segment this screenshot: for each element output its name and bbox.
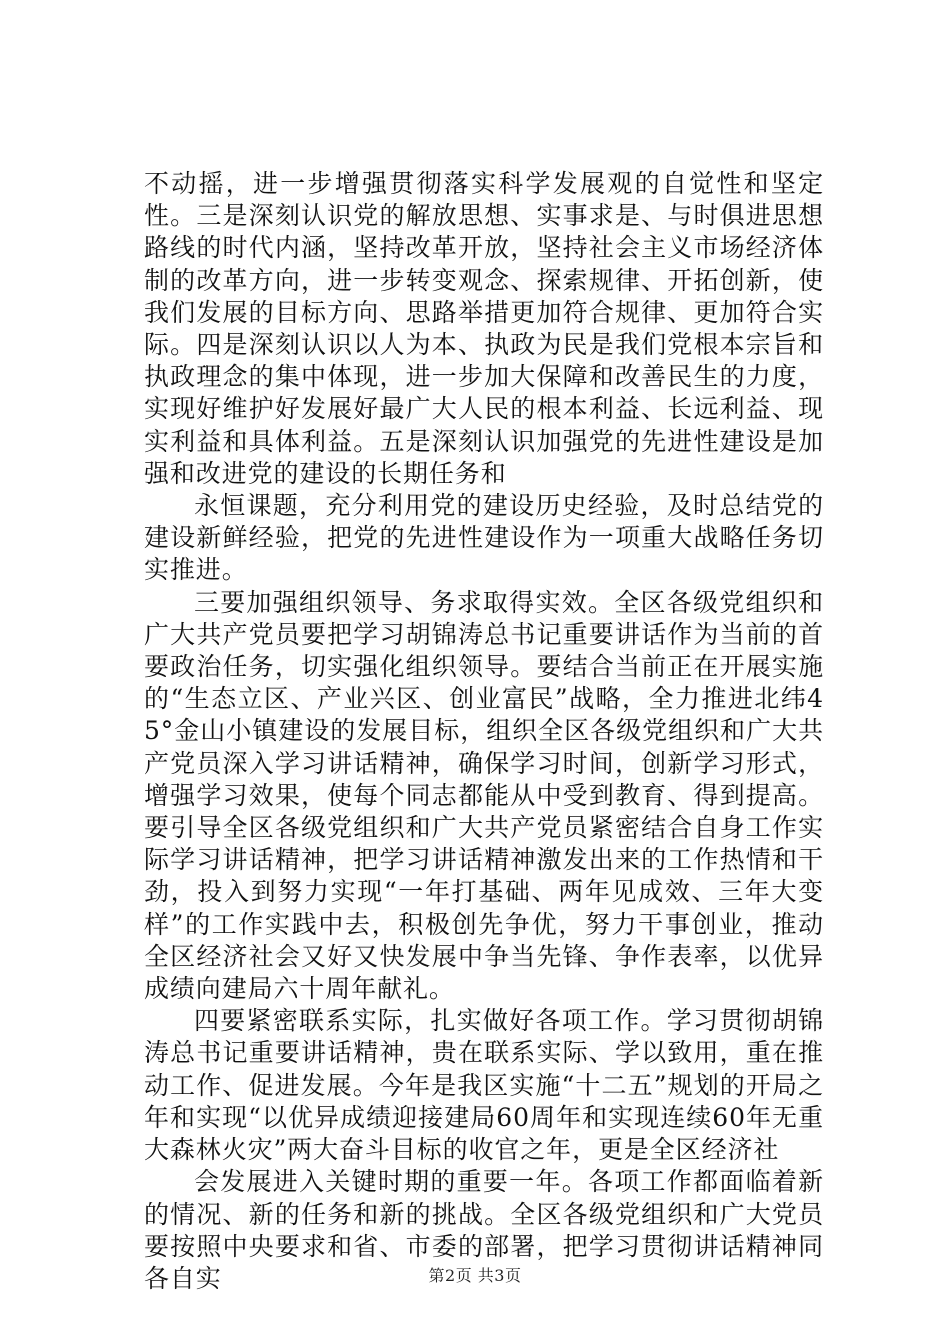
paragraph-practical-work: 四要紧密联系实际，扎实做好各项工作。学习贯彻胡锦涛总书记重要讲话精神，贵在联系实际、学以致用，重在推动工作、促进发展。今年是我区实施“十二五”规划的开局之年和实现“以优异成绩迎接建局60周年和实现连续60年无重大森林火灾”两大奋斗目标的收官之年，更是全区经济社 (144, 1006, 824, 1165)
paragraph-continuation: 不动摇，进一步增强贯彻落实科学发展观的自觉性和坚定性。三是深刻认识党的解放思想、实事求是、与时俱进思想路线的时代内涵，坚持改革开放，坚持社会主义市场经济体制的改革方向，进一步转变观念、探索规律、开拓创新，使我们发展的目标方向、思路举措更加符合规律、更加符合实际。四是深刻认识以人为本、执政为民是我们党根本宗旨和执政理念的集中体现，进一步加大保障和改善民生的力度，实现好维护好发展好最广大人民的根本利益、长远利益、现实利益和具体利益。五是深刻认识加强党的先进性建设是加强和改进党的建设的长期任务和 (144, 169, 824, 488)
paragraph-key-period: 会发展进入关键时期的重要一年。各项工作都面临着新的情况、新的任务和新的挑战。全区各级党组织和广大党员要按照中央要求和省、市委的部署，把学习贯彻讲话精神同各自实 (144, 1167, 824, 1293)
page-number-footer: 第2页 共3页 (428, 1266, 522, 1285)
paragraph-eternal-topic: 永恒课题，充分利用党的建设历史经验，及时总结党的建设新鲜经验，把党的先进性建设作为一项重大战略任务切实推进。 (144, 491, 824, 585)
paragraph-organization-leadership: 三要加强组织领导、务求取得实效。全区各级党组织和广大共产党员要把学习胡锦涛总书记重要讲话作为当前的首要政治任务，切实强化组织领导。要结合当前正在开展实施的“生态立区、产业兴区、创业富民”战略，全力推进北纬45°金山小镇建设的发展目标，组织全区各级党组织和广大共产党员深入学习讲话精神，确保学习时间，创新学习形式，增强学习效果，使每个同志都能从中受到教育、得到提高。要引导全区各级党组织和广大共产党员紧密结合自身工作实际学习讲话精神，把学习讲话精神激发出来的工作热情和干劲，投入到努力实现“一年打基础、两年见成效、三年大变样”的工作实践中去，积极创先争优，努力干事创业，推动全区经济社会又好又快发展中争当先锋、争作表率，以优异成绩向建局六十周年献礼。 (144, 587, 824, 1004)
body-text (144, 168, 824, 1295)
